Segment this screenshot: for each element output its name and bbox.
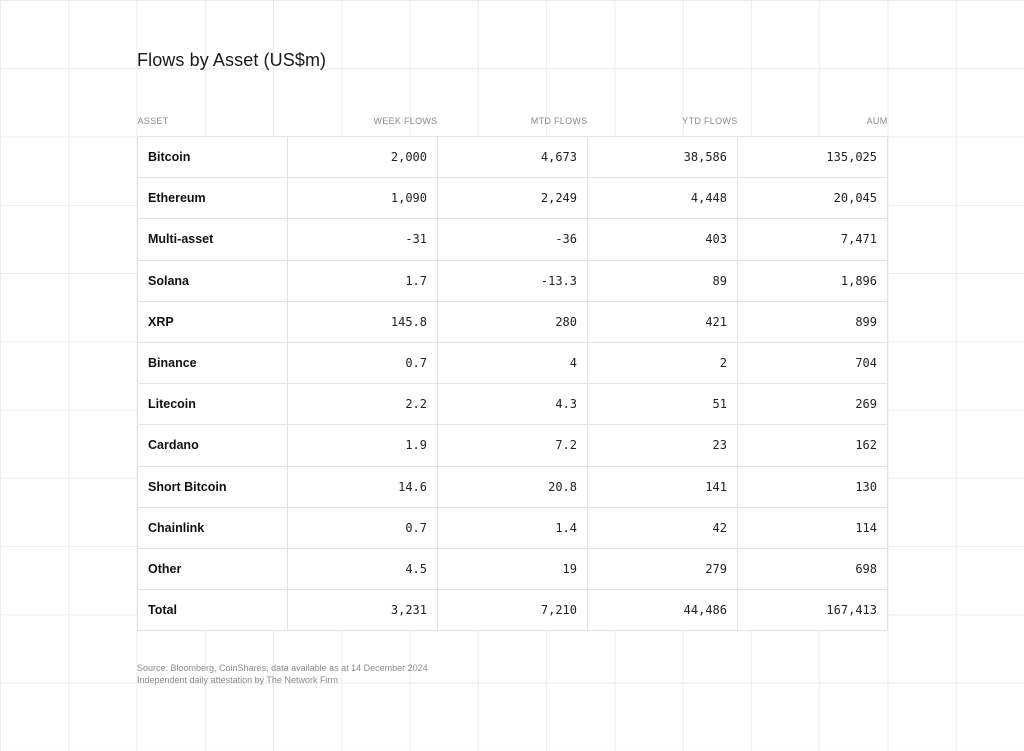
value-cell: 14.6 (288, 466, 438, 507)
value-cell: -31 (288, 219, 438, 260)
asset-name-cell: Multi-asset (138, 219, 288, 260)
value-cell: 167,413 (738, 590, 888, 631)
value-cell: 1,896 (738, 260, 888, 301)
column-header-aum: AUM (866, 115, 888, 126)
asset-name-cell: XRP (138, 301, 288, 342)
table-row (138, 219, 888, 260)
table-row (138, 260, 888, 301)
asset-name-cell: Binance (138, 342, 288, 383)
value-cell: 698 (738, 548, 888, 589)
value-cell: 280 (438, 301, 588, 342)
value-cell: -13.3 (438, 260, 588, 301)
value-cell: 51 (588, 384, 738, 425)
value-cell: 899 (738, 301, 888, 342)
value-cell: 19 (438, 548, 588, 589)
table-row (138, 178, 888, 219)
value-cell: 4.5 (288, 548, 438, 589)
value-cell: 704 (738, 342, 888, 383)
table-row (138, 137, 888, 178)
value-cell: 20,045 (738, 178, 888, 219)
value-cell: 279 (588, 548, 738, 589)
asset-name-cell: Chainlink (138, 507, 288, 548)
flows-table (137, 105, 888, 631)
value-cell: 0.7 (288, 342, 438, 383)
value-cell: 2 (588, 342, 738, 383)
table-row (138, 301, 888, 342)
value-cell: 44,486 (588, 590, 738, 631)
page-title: Flows by Asset (US$m) (137, 50, 327, 70)
value-cell: 145.8 (288, 301, 438, 342)
asset-name-cell: Other (138, 548, 288, 589)
value-cell: 89 (588, 260, 738, 301)
value-cell: 1,090 (288, 178, 438, 219)
asset-name-cell: Ethereum (138, 178, 288, 219)
column-header-mtd-flows: MTD FLOWS (530, 115, 588, 126)
value-cell: 4,673 (438, 137, 588, 178)
column-header-ytd-flows: YTD FLOWS (682, 115, 738, 126)
source-note (137, 662, 428, 686)
value-cell: 4.3 (438, 384, 588, 425)
asset-name-cell: Bitcoin (138, 137, 288, 178)
value-cell: 135,025 (738, 137, 888, 178)
value-cell: 4 (438, 342, 588, 383)
table-row (138, 548, 888, 589)
table-row (138, 507, 888, 548)
table-row (138, 590, 888, 631)
value-cell: 38,586 (588, 137, 738, 178)
value-cell: 7,471 (738, 219, 888, 260)
table-row (138, 384, 888, 425)
value-cell: 4,448 (588, 178, 738, 219)
value-cell: 2.2 (288, 384, 438, 425)
value-cell: 1.9 (288, 425, 438, 466)
asset-name-cell: Total (138, 590, 288, 631)
table-header (138, 105, 888, 137)
value-cell: 162 (738, 425, 888, 466)
value-cell: 269 (738, 384, 888, 425)
table-row (138, 466, 888, 507)
column-header-week-flows: WEEK FLOWS (373, 115, 438, 126)
value-cell: 7,210 (438, 590, 588, 631)
value-cell: 20.8 (438, 466, 588, 507)
table-row (138, 342, 888, 383)
asset-name-cell: Cardano (138, 425, 288, 466)
value-cell: 421 (588, 301, 738, 342)
value-cell: 0.7 (288, 507, 438, 548)
column-header-asset: ASSET (137, 115, 169, 126)
asset-name-cell: Short Bitcoin (138, 466, 288, 507)
value-cell: 42 (588, 507, 738, 548)
value-cell: 2,000 (288, 137, 438, 178)
asset-name-cell: Solana (138, 260, 288, 301)
value-cell: 3,231 (288, 590, 438, 631)
header-row (138, 105, 888, 137)
value-cell: 23 (588, 425, 738, 466)
value-cell: 130 (738, 466, 888, 507)
value-cell: 114 (738, 507, 888, 548)
table-row (138, 425, 888, 466)
attestation-line: Independent daily attestation by The Network Firm (137, 675, 338, 685)
source-line: Source: Bloomberg, CoinShares, data available as at 14 December 2024 (137, 663, 428, 673)
table-body (138, 137, 888, 631)
flows-table-container (137, 105, 887, 631)
value-cell: 7.2 (438, 425, 588, 466)
value-cell: 141 (588, 466, 738, 507)
value-cell: 2,249 (438, 178, 588, 219)
value-cell: 1.7 (288, 260, 438, 301)
asset-name-cell: Litecoin (138, 384, 288, 425)
value-cell: 403 (588, 219, 738, 260)
value-cell: -36 (438, 219, 588, 260)
value-cell: 1.4 (438, 507, 588, 548)
